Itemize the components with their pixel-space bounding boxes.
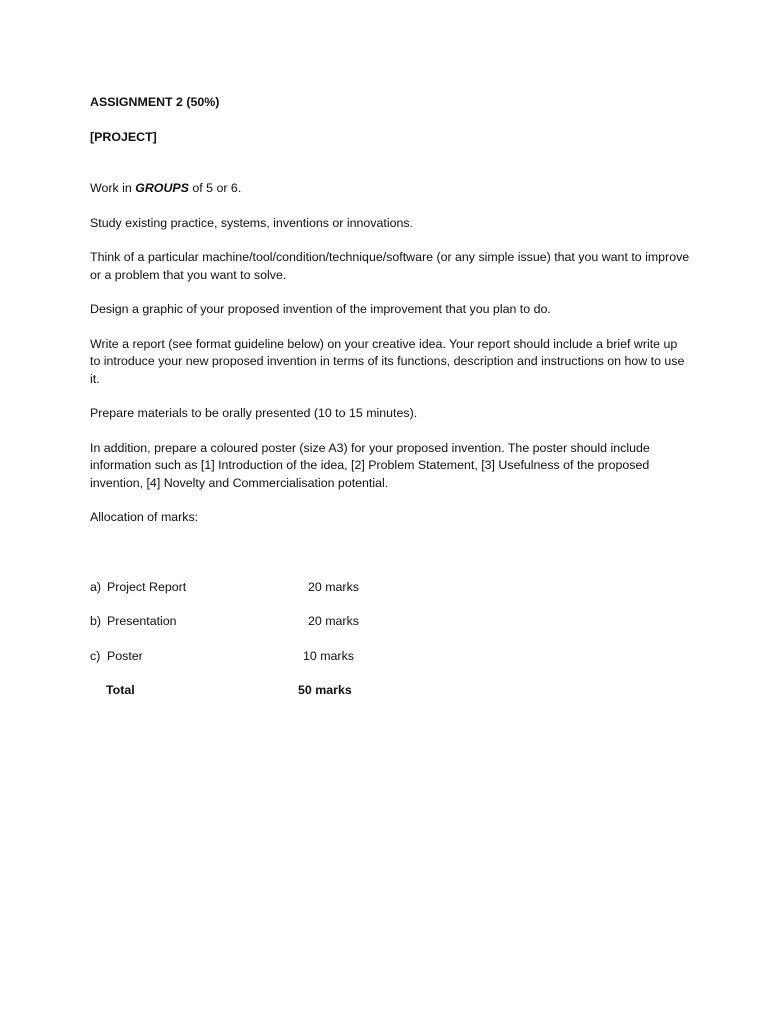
marks-value: 10 marks [303,648,354,663]
instruction-paragraph-poster: In addition, prepare a coloured poster (size A3) for your proposed invention. The poster should include information such as [1] Introduction of the idea, [2] Problem Statement, [3] Usefulness of the proposed invention, [4] Novelty and Commercialisation potential. [90,440,650,490]
marks-letter: b) [90,614,102,628]
marks-row-total [90,682,690,700]
instruction-paragraph-present: Prepare materials to be orally presented (10 to 15 minutes). [90,406,418,420]
marks-value: 20 marks [308,614,359,628]
total-label: Total [106,683,135,697]
marks-row-presentation [90,613,690,631]
marks-row-project-report [90,579,690,597]
instruction-paragraph-study: Study existing practice, systems, inventions or innovations. [90,215,413,230]
marks-letter: a) [90,579,102,594]
instruction-paragraph-design: Design a graphic of your proposed invention of the improvement that you plan to do. [90,302,551,316]
groups-instruction [90,180,690,198]
marks-item: Poster [107,648,143,663]
instruction-paragraph-report: Write a report (see format guideline below) on your creative idea. Your report should include a brief write up to introduce your new proposed invention in terms of its functions, description and instructions on how to use it. [90,336,685,386]
marks-item: Presentation [107,614,177,628]
instruction-paragraph-think: Think of a particular machine/tool/condition/technique/software (or any simple issue) that you want to improve or a problem that you want to solve. [90,250,690,282]
groups-emphasis: GROUPS [135,181,189,195]
assignment-heading: ASSIGNMENT 2 (50%) [90,95,220,109]
marks-row-poster [90,648,690,666]
marks-value: 20 marks [308,579,359,594]
groups-instruction-before: Work in [90,181,136,195]
marks-letter: c) [90,648,101,663]
marks-item: Project Report [107,579,187,594]
document-page [90,94,690,717]
allocation-label: Allocation of marks: [90,510,199,524]
groups-instruction-after: of 5 or 6. [188,181,242,195]
total-value: 50 marks [298,683,352,697]
project-subheading: [PROJECT] [90,129,157,144]
